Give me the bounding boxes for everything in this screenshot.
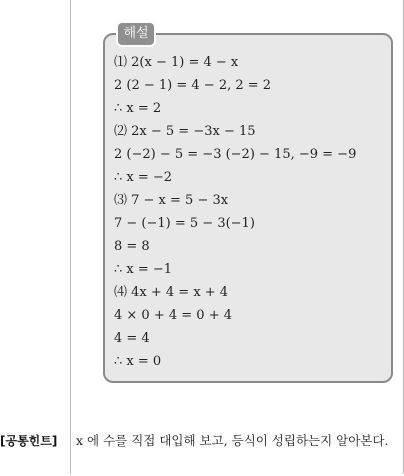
solution-line: 2 (−2) − 5 = −3 (−2) − 15, −9 = −9: [114, 147, 357, 162]
solution-line: 4 × 0 + 4 = 0 + 4: [114, 308, 232, 323]
solution-line: ∴ x = −1: [114, 262, 173, 277]
solution-line: ∴ x = −2: [114, 170, 173, 185]
solution-line: 2 (2 − 1) = 4 − 2, 2 = 2: [114, 78, 272, 93]
solution-line: ⑴ 2(x − 1) = 4 − x: [114, 55, 239, 70]
solution-line: 4 = 4: [114, 331, 150, 346]
solution-line: ⑶ 7 − x = 5 − 3x: [114, 193, 229, 208]
common-hint-label: [공통힌트]: [0, 434, 58, 448]
solution-line: ⑵ 2x − 5 = −3x − 15: [114, 124, 256, 139]
solution-line: ∴ x = 2: [114, 101, 162, 116]
common-hint-text: x 에 수를 직접 대입해 보고, 등식이 성립하는지 알아본다.: [76, 433, 389, 448]
solution-line: ⑷ 4x + 4 = x + 4: [114, 285, 229, 300]
solution-line: ∴ x = 0: [114, 354, 162, 369]
explanation-lines: [114, 51, 384, 373]
solution-line: 8 = 8: [114, 239, 150, 254]
solution-line: 7 − (−1) = 5 − 3(−1): [114, 216, 255, 231]
explanation-badge: 해설: [116, 21, 156, 47]
